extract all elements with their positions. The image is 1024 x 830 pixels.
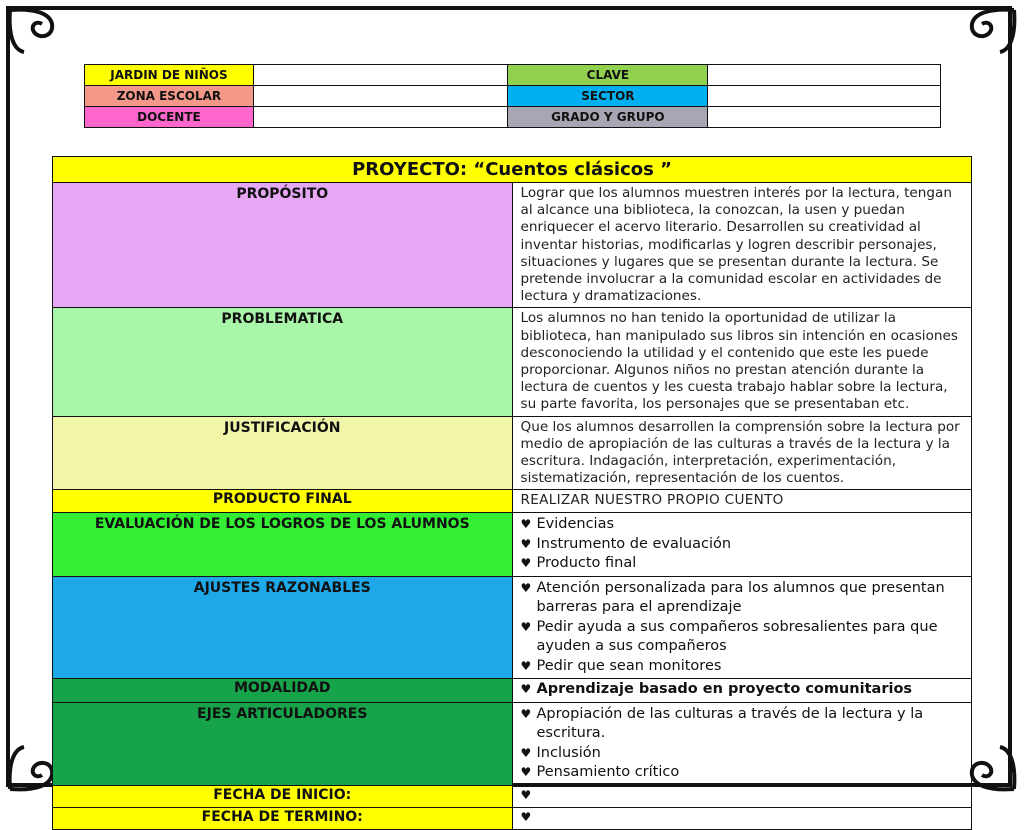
proposito-text[interactable]: Lograr que los alumnos muestren interés por la lectura, tengan al alcance una biblioteca, la conozcan, la usen y puedan enriquecer el acervo literario. Desarrollen su creatividad al inventar historias, modificarlas y logren describir personajes, situaciones y lugares que se presentan durante la lectura. Se pretende involucrar a la comunidad escolar en actividades de lectura y dramatizaciones. [512,183,972,308]
list-item [521,680,964,700]
justificacion-text[interactable]: Que los alumnos desarrollen la comprensión sobre la lectura por medio de apropiación de las culturas a través de la lectura y la escritura. Indagación, interpretación, experimentación, sistematización, representación de los cuentos. [512,416,972,490]
project-title: PROYECTO: “Cuentos clásicos ” [53,157,972,183]
heart-bullet-icon: ♥ [520,745,532,760]
modalidad-label: MODALIDAD [53,679,513,703]
fecha-inicio-field[interactable] [512,785,972,807]
clave-label: CLAVE [508,65,708,86]
sector-label: SECTOR [508,86,708,107]
list-item [521,705,964,744]
ajustes-row [53,576,972,679]
producto-final-label: PRODUCTO FINAL [53,490,513,513]
list-item [521,579,964,618]
fecha-inicio-label: FECHA DE INICIO: [53,785,513,807]
heart-bullet-icon: ♥ [520,706,532,721]
list-item-text: Pedir que sean monitores [536,657,722,674]
heart-bullet-icon: ♥ [520,556,532,571]
zona-escolar-field[interactable] [253,86,508,107]
list-item-text: Pedir ayuda a sus compañeros sobresalientes para que ayuden a sus compañeros [536,618,938,655]
heart-bullet-icon: ♥ [520,536,532,551]
project-title-row [53,157,972,183]
ejes-label: EJES ARTICULADORES [53,702,513,785]
list-item [521,744,964,764]
list-item-text: Pensamiento crítico [536,764,680,781]
corner-ornament-icon [958,6,1018,66]
producto-final-row [53,490,972,513]
fecha-termino-field[interactable] [512,807,972,829]
list-item [521,618,964,657]
list-item-text: Evidencias [536,516,615,533]
list-item [521,554,964,574]
list-item-text: Aprendizaje basado en proyecto comunitarios [536,681,913,698]
heart-bullet-icon: ♥ [520,517,532,532]
ejes-list [512,702,972,785]
evaluacion-row [53,513,972,577]
list-item-text: Producto final [536,555,637,572]
problematica-row [53,308,972,416]
jardin-field[interactable] [253,65,508,86]
heart-bullet-icon: ♥ [520,765,532,780]
list-item-text: Apropiación de las culturas a través de la lectura y la escritura. [536,705,924,742]
ajustes-label: AJUSTES RAZONABLES [53,576,513,679]
problematica-text[interactable]: Los alumnos no han tenido la oportunidad de utilizar la biblioteca, han manipulado sus libros sin intención en ocasiones desconociendo la utilidad y el contenido que este les puede proporcionar. Algunos niños no prestan atención durante la lectura de cuentos y les cuesta trabajo hablar sobre la lectura, su parte favorita, los personajes que se presentaban etc. [512,308,972,416]
list-item-text: Instrumento de evaluación [536,535,732,552]
docente-field[interactable] [253,107,508,128]
list-item [521,535,964,555]
heart-bullet-icon: ♥ [520,682,532,697]
heart-bullet-icon: ♥ [520,619,532,634]
header-row [85,65,941,86]
fecha-inicio-row [53,785,972,807]
heart-bullet-icon: ♥ [520,658,532,673]
sector-field[interactable] [708,86,941,107]
evaluacion-list [512,513,972,577]
grado-grupo-field[interactable] [708,107,941,128]
grado-grupo-label: GRADO Y GRUPO [508,107,708,128]
ejes-row [53,702,972,785]
evaluacion-label: EVALUACIÓN DE LOS LOGROS DE LOS ALUMNOS [53,513,513,577]
producto-final-text[interactable]: REALIZAR NUESTRO PROPIO CUENTO [512,490,972,513]
fecha-termino-row [53,807,972,829]
list-item [521,657,964,677]
heart-bullet-icon: ♥ [520,787,532,802]
justificacion-row [53,416,972,490]
proposito-row [53,183,972,308]
heart-bullet-icon: ♥ [520,580,532,595]
header-row [85,86,941,107]
modalidad-list [512,679,972,703]
jardin-label: JARDIN DE NIÑOS [85,65,254,86]
header-info-table [84,64,941,128]
list-item-text: Inclusión [536,744,601,761]
header-row [85,107,941,128]
list-item [521,515,964,535]
justificacion-label: JUSTIFICACIÓN [53,416,513,490]
list-item-text: Atención personalizada para los alumnos que presentan barreras para el aprendizaje [536,579,945,616]
project-table [52,156,972,830]
zona-escolar-label: ZONA ESCOLAR [85,86,254,107]
fecha-termino-label: FECHA DE TERMINO: [53,807,513,829]
heart-bullet-icon: ♥ [520,809,532,824]
proposito-label: PROPÓSITO [53,183,513,308]
clave-field[interactable] [708,65,941,86]
modalidad-row [53,679,972,703]
docente-label: DOCENTE [85,107,254,128]
ajustes-list [512,576,972,679]
list-item [521,763,964,783]
corner-ornament-icon [6,6,66,66]
problematica-label: PROBLEMATICA [53,308,513,416]
